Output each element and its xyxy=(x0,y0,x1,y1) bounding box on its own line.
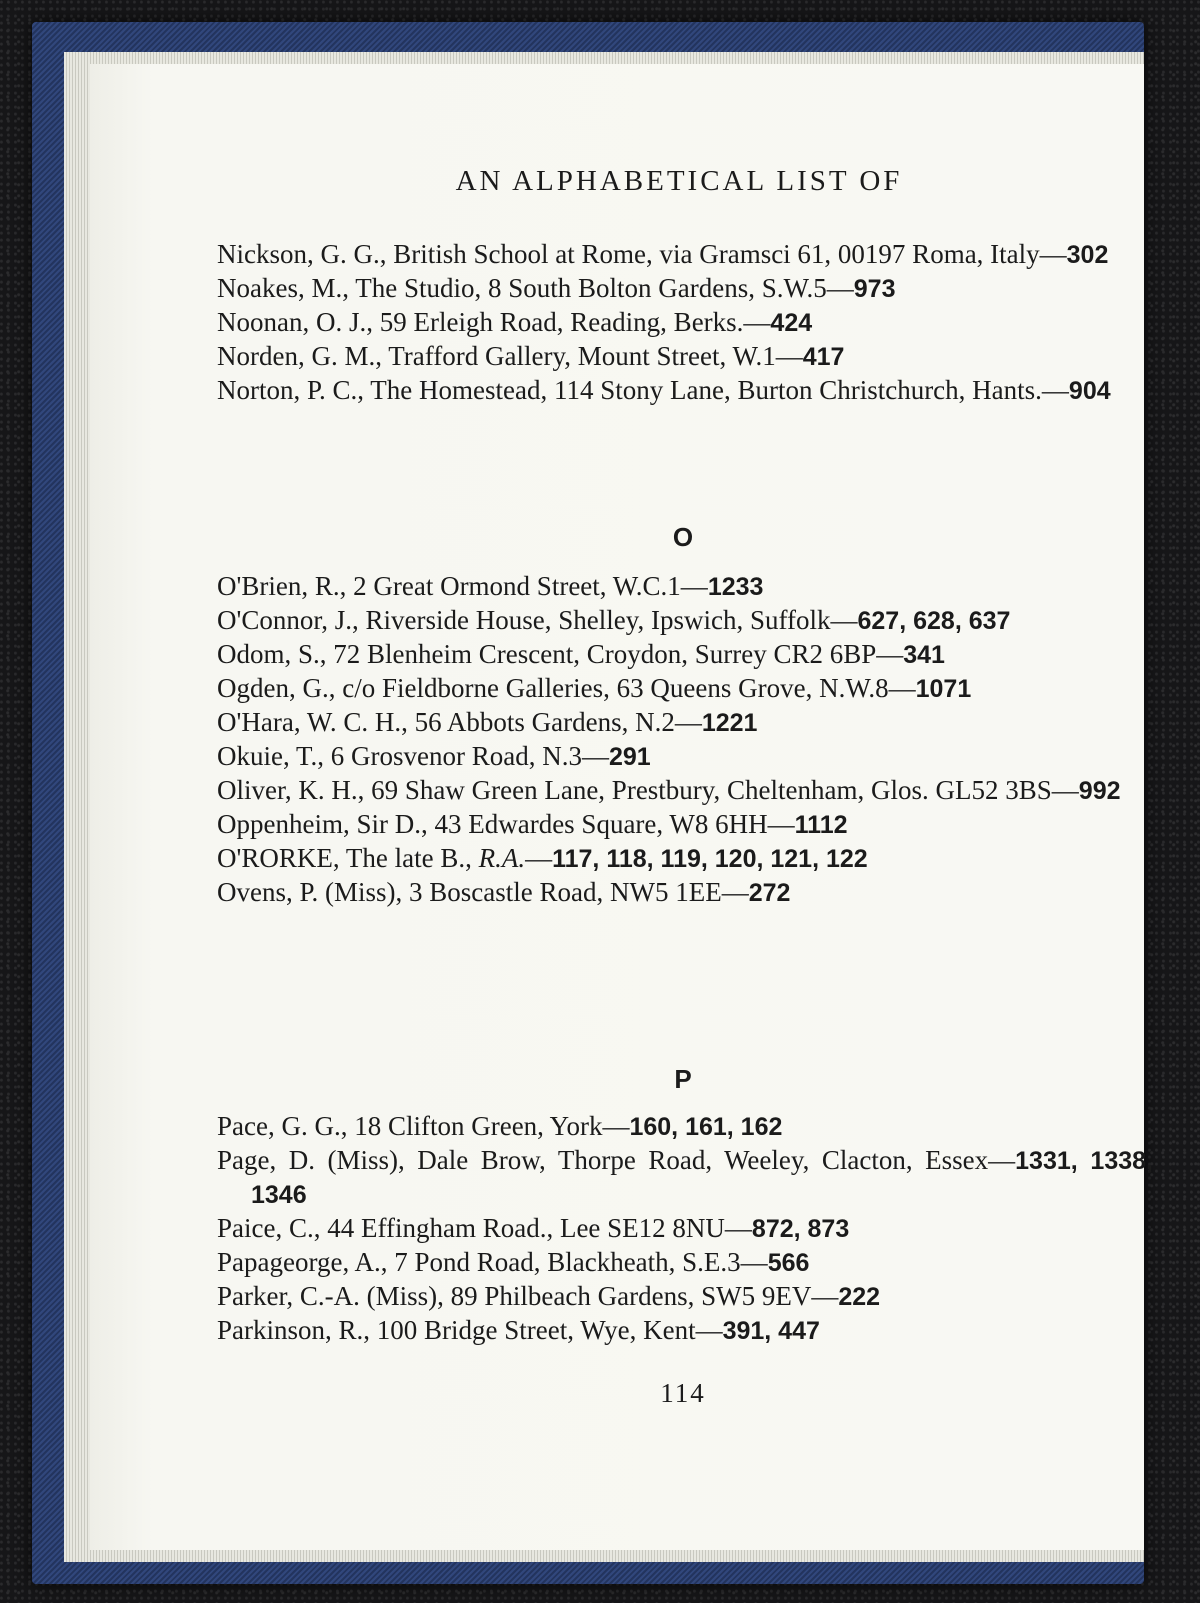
list-item: Ogden, G., c/o Fieldborne Galleries, 63 Queens Grove, N.W.8—1071 xyxy=(217,673,972,703)
list-item: Pace, G. G., 18 Clifton Green, York—160, 161, 162 xyxy=(217,1111,783,1141)
list-item: O'RORKE, The late B., R.A.—117, 118, 119, 120, 121, 122 xyxy=(217,843,868,873)
list-item: Odom, S., 72 Blenheim Crescent, Croydon, Surrey CR2 6BP—341 xyxy=(217,639,945,669)
list-item: O'Brien, R., 2 Great Ormond Street, W.C.1—1233 xyxy=(217,571,764,601)
section-p-entries xyxy=(217,1110,1153,1348)
list-item: Noakes, M., The Studio, 8 South Bolton Gardens, S.W.5—973 xyxy=(217,273,896,303)
list-item: Norton, P. C., The Homestead, 114 Stony Lane, Burton Christchurch, Hants.—904 xyxy=(217,375,1111,405)
list-item: Ovens, P. (Miss), 3 Boscastle Road, NW5 1EE—272 xyxy=(217,877,791,907)
section-letter-p: P xyxy=(674,1064,692,1094)
list-item: Norden, G. M., Trafford Gallery, Mount Street, W.1—417 xyxy=(217,341,845,371)
page-number: 114 xyxy=(660,1378,706,1408)
section-letter-o: O xyxy=(672,522,694,552)
list-item: Parkinson, R., 100 Bridge Street, Wye, Kent—391, 447 xyxy=(217,1315,820,1345)
list-item: Nickson, G. G., British School at Rome, via Gramsci 61, 00197 Roma, Italy—302 xyxy=(217,239,1109,269)
list-item: Oppenheim, Sir D., 43 Edwardes Square, W8 6HH—1112 xyxy=(217,809,848,839)
section-o-entries xyxy=(217,570,1153,910)
running-head: AN ALPHABETICAL LIST OF xyxy=(455,165,903,197)
section-n-entries xyxy=(217,238,1153,408)
list-item: Paice, C., 44 Effingham Road., Lee SE12 8NU—872, 873 xyxy=(217,1213,850,1243)
list-item: Oliver, K. H., 69 Shaw Green Lane, Prestbury, Cheltenham, Glos. GL52 3BS—992 xyxy=(217,775,1121,805)
list-item: O'Connor, J., Riverside House, Shelley, Ipswich, Suffolk—627, 628, 637 xyxy=(217,605,1011,635)
list-item: Page, D. (Miss), Dale Brow, Thorpe Road, Weeley, Clacton, Essex—1331, 1338, 1346 xyxy=(217,1145,1153,1209)
list-item: Noonan, O. J., 59 Erleigh Road, Reading, Berks.—424 xyxy=(217,307,813,337)
list-item: Okuie, T., 6 Grosvenor Road, N.3—291 xyxy=(217,741,651,771)
list-item: Parker, C.-A. (Miss), 89 Philbeach Gardens, SW5 9EV—222 xyxy=(217,1281,881,1311)
list-item: Papageorge, A., 7 Pond Road, Blackheath, S.E.3—566 xyxy=(217,1247,810,1277)
list-item: O'Hara, W. C. H., 56 Abbots Gardens, N.2—1221 xyxy=(217,707,758,737)
